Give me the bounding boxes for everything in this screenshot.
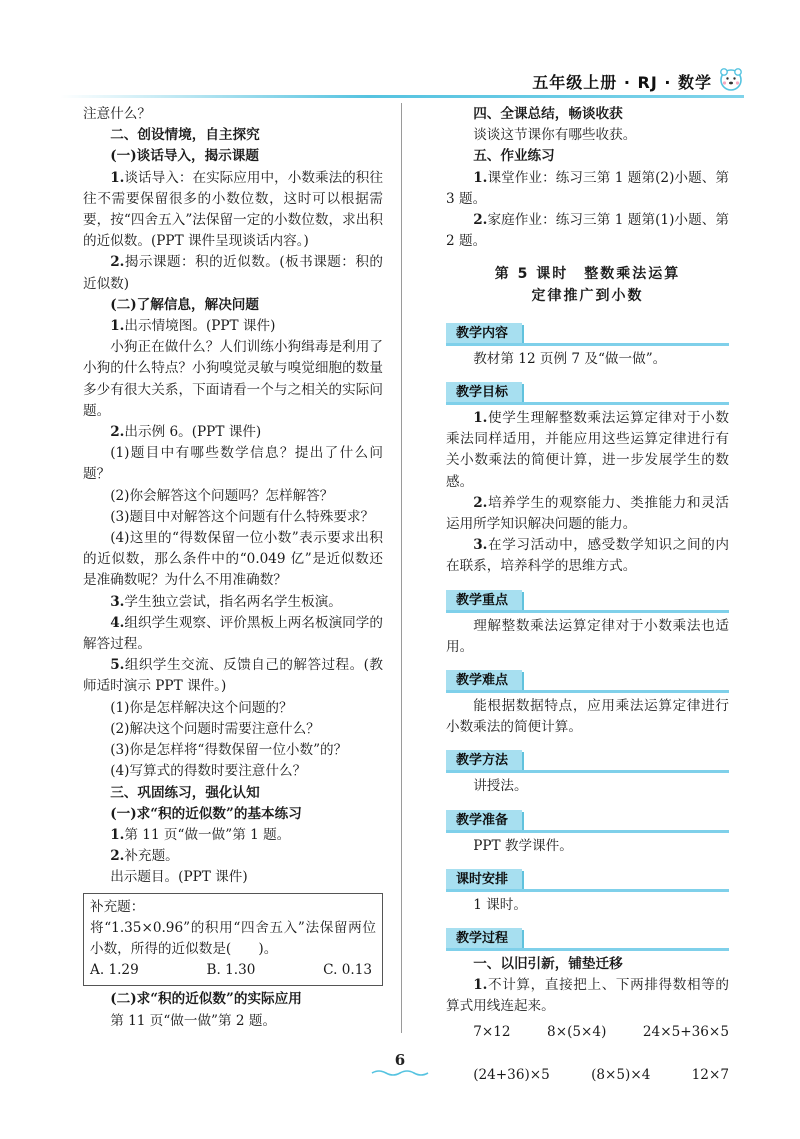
left-column bbox=[83, 104, 383, 1032]
lesson-title: 第 5 课时 整数乘法运算 bbox=[494, 266, 681, 283]
goal-3 bbox=[446, 535, 729, 577]
key-text: 理解整数乘法运算定律对于小数乘法也适用。 bbox=[446, 617, 729, 655]
goal-2 bbox=[446, 493, 729, 535]
expression: 8×(5×4) bbox=[547, 1023, 607, 1040]
wave-ornament-icon bbox=[370, 1069, 430, 1077]
step-number: 2. bbox=[110, 424, 125, 441]
exercise-show: 出示题目。(PPT 课件) bbox=[110, 869, 248, 886]
answer-options bbox=[90, 960, 376, 981]
box-title: 补充题： bbox=[90, 898, 145, 915]
option-b: B. 1.30 bbox=[206, 962, 256, 979]
step-text: 组织学生交流、反馈自己的解答过程。(教师适时演示 PPT 课件。) bbox=[83, 657, 383, 695]
tag-rule bbox=[446, 830, 729, 833]
expression-row-top bbox=[446, 1022, 729, 1043]
right-column bbox=[446, 104, 729, 1086]
tag-rule bbox=[446, 343, 729, 346]
step-number: 2. bbox=[473, 212, 488, 229]
section-heading-3: 三、巩固练习，强化认知 bbox=[110, 784, 260, 801]
step-text: 课堂作业：练习三第 1 题第(2)小题、第 3 题。 bbox=[446, 169, 729, 207]
section-tag-process bbox=[446, 924, 729, 952]
polar-bear-icon bbox=[718, 66, 744, 92]
column-divider bbox=[401, 103, 402, 1033]
step-number: 1. bbox=[110, 318, 125, 335]
header-title: 五年级上册 · RJ · 数学 bbox=[532, 73, 712, 92]
tag-rule bbox=[446, 402, 729, 405]
option-c: C. 0.13 bbox=[323, 962, 372, 979]
exercise-2 bbox=[83, 846, 383, 867]
step-number: 1. bbox=[473, 977, 488, 994]
goal-1 bbox=[446, 408, 729, 493]
scene-step-5 bbox=[83, 655, 383, 697]
subheading-2: (二)了解信息，解决问题 bbox=[110, 296, 259, 313]
step-text: 不计算，直接把上、下两排得数相等的算式用线连起来。 bbox=[446, 977, 729, 1015]
step-text: 出示例 6。(PPT 课件) bbox=[124, 424, 262, 441]
expression: (24+36)×5 bbox=[473, 1066, 550, 1083]
box-question: 将“1.35×0.96”的积用“四舍五入”法保留两位小数，所得的近似数是( )。 bbox=[90, 919, 376, 957]
homework-2 bbox=[446, 210, 729, 252]
process-step-1 bbox=[446, 975, 729, 1017]
step-text: 组织学生观察、评价黑板上两名板演同学的解答过程。 bbox=[83, 614, 383, 653]
step-number: 1. bbox=[473, 410, 488, 427]
step-number: 3. bbox=[473, 537, 488, 554]
prep-text: PPT 教学课件。 bbox=[473, 837, 573, 854]
tag-label: 教学难点 bbox=[446, 670, 522, 691]
step-text: 培养学生的观察能力、类推能力和灵活运用所学知识解决问题的能力。 bbox=[446, 494, 729, 533]
tag-rule bbox=[446, 889, 729, 892]
section-tag-method bbox=[446, 746, 729, 774]
tag-rule bbox=[446, 690, 729, 693]
reflection-3: (3)你是怎样将“得数保留一位小数”的？ bbox=[110, 742, 348, 759]
tag-rule bbox=[446, 948, 729, 951]
question-4: (4)这里的“得数保留一位小数”表示要求出积的近似数，那么条件中的“0.049 亿”是近似数还是准确数呢？为什么不用准确数？ bbox=[83, 530, 383, 589]
step-1 bbox=[83, 168, 383, 253]
section-heading-5: 五、作业练习 bbox=[473, 148, 555, 165]
tag-label: 教学方法 bbox=[446, 750, 522, 771]
lesson-title-2: 定律推广到小数 bbox=[531, 287, 644, 304]
section-tag-content bbox=[446, 319, 729, 347]
step-text: 揭示课题：积的近似数。(板书课题：积的近似数) bbox=[83, 254, 383, 292]
page-number bbox=[0, 1050, 800, 1077]
expression: 24×5+36×5 bbox=[642, 1023, 729, 1040]
step-number: 1. bbox=[473, 169, 488, 186]
supplementary-problem-box bbox=[83, 893, 383, 987]
method-text: 讲授法。 bbox=[473, 778, 528, 795]
reflection-2: (2)解决这个问题时需要注意什么？ bbox=[110, 720, 320, 737]
step-number: 5. bbox=[110, 657, 125, 674]
tag-label: 教学过程 bbox=[446, 928, 522, 949]
tag-label: 教学重点 bbox=[446, 590, 522, 611]
step-2 bbox=[83, 252, 383, 294]
step-text: 补充题。 bbox=[124, 848, 179, 865]
tag-rule bbox=[446, 770, 729, 773]
scene-step-3 bbox=[83, 592, 383, 613]
section-tag-difficult bbox=[446, 666, 729, 694]
page-number-text: 6 bbox=[394, 1051, 406, 1069]
continued-text: 注意什么？ bbox=[83, 106, 151, 122]
subheading-3: (一)求“积的近似数”的基本练习 bbox=[110, 805, 302, 822]
tag-label: 教学准备 bbox=[446, 810, 522, 831]
expression: (8×5)×4 bbox=[591, 1066, 651, 1083]
question-1: (1)题目中有哪些数学信息？提出了什么问题？ bbox=[83, 445, 383, 483]
step-number: 2. bbox=[110, 254, 125, 271]
step-text: 学生独立尝试，指名两名学生板演。 bbox=[124, 593, 342, 610]
process-heading: 一、以旧引新，铺垫迁移 bbox=[473, 956, 623, 973]
step-text: 使学生理解整数乘法运算定律对于小数乘法同样适用，并能应用这些运算定律进行有关小数乘法的简便计算，进一步发展学生的数感。 bbox=[446, 410, 729, 490]
expression: 7×12 bbox=[473, 1023, 511, 1040]
tag-label: 课时安排 bbox=[446, 869, 522, 890]
reflection-4: (4)写算式的得数时要注意什么？ bbox=[110, 763, 307, 780]
step-number: 2. bbox=[110, 848, 125, 865]
question-3: (3)题目中对解答这个问题有什么特殊要求？ bbox=[110, 508, 375, 525]
reflection-1: (1)你是怎样解决这个问题的？ bbox=[110, 699, 293, 716]
step-text: 谈话导入：在实际应用中，小数乘法的积往往不需要保留很多的小数位数，这时可以根据需要，按“四舍五入”法保留一定的小数位数，求出积的近似数。(PPT 课件呈现谈话内容。) bbox=[83, 169, 383, 250]
option-a: A. 1.29 bbox=[90, 962, 139, 979]
story-paragraph: 小狗正在做什么？人们训练小狗缉毒是利用了小狗的什么特点？小狗嗅觉灵敏与嗅觉细胞的数量多少有很大关系，下面请看一个与之相关的实际问题。 bbox=[83, 339, 383, 419]
page-header bbox=[0, 62, 800, 102]
subheading-1: (一)谈话导入，揭示课题 bbox=[110, 148, 259, 165]
question-2: (2)你会解答这个问题吗？怎样解答？ bbox=[110, 487, 334, 504]
scene-step-1 bbox=[83, 316, 383, 337]
difficult-text: 能根据数据特点，应用乘法运算定律进行小数乘法的简便计算。 bbox=[446, 698, 729, 736]
section-heading-2: 二、创设情境，自主探究 bbox=[110, 127, 260, 144]
content-text: 教材第 12 页例 7 及“做一做”。 bbox=[473, 350, 667, 367]
step-number: 3. bbox=[110, 593, 125, 610]
subheading-4: (二)求“积的近似数”的实际应用 bbox=[110, 991, 302, 1008]
scene-step-4 bbox=[83, 613, 383, 655]
step-text: 出示情境图。(PPT 课件) bbox=[124, 318, 276, 335]
tag-rule bbox=[446, 610, 729, 613]
step-number: 1. bbox=[110, 826, 125, 843]
header-rule bbox=[60, 95, 744, 98]
tag-label: 教学内容 bbox=[446, 323, 522, 344]
section-heading-4: 四、全课总结，畅谈收获 bbox=[473, 106, 623, 122]
section-tag-prep bbox=[446, 806, 729, 834]
step-number: 1. bbox=[110, 169, 125, 186]
exercise-1 bbox=[83, 825, 383, 846]
scene-step-2 bbox=[83, 422, 383, 443]
section-tag-key bbox=[446, 586, 729, 614]
section-tag-goals bbox=[446, 378, 729, 406]
step-number: 2. bbox=[473, 494, 488, 511]
tag-label: 教学目标 bbox=[446, 382, 522, 403]
homework-1 bbox=[446, 168, 729, 210]
step-text: 家庭作业：练习三第 1 题第(1)小题、第 2 题。 bbox=[446, 212, 729, 250]
hours-text: 1 课时。 bbox=[473, 896, 527, 913]
step-number: 4. bbox=[110, 614, 125, 631]
last-exercise: 第 11 页“做一做”第 2 题。 bbox=[110, 1012, 277, 1029]
step-text: 第 11 页“做一做”第 1 题。 bbox=[124, 826, 291, 843]
expression: 12×7 bbox=[691, 1066, 729, 1083]
summary-text: 谈谈这节课你有哪些收获。 bbox=[473, 127, 637, 144]
step-text: 在学习活动中，感受数学知识之间的内在联系，培养科学的思维方式。 bbox=[446, 537, 729, 575]
section-tag-hours bbox=[446, 865, 729, 893]
